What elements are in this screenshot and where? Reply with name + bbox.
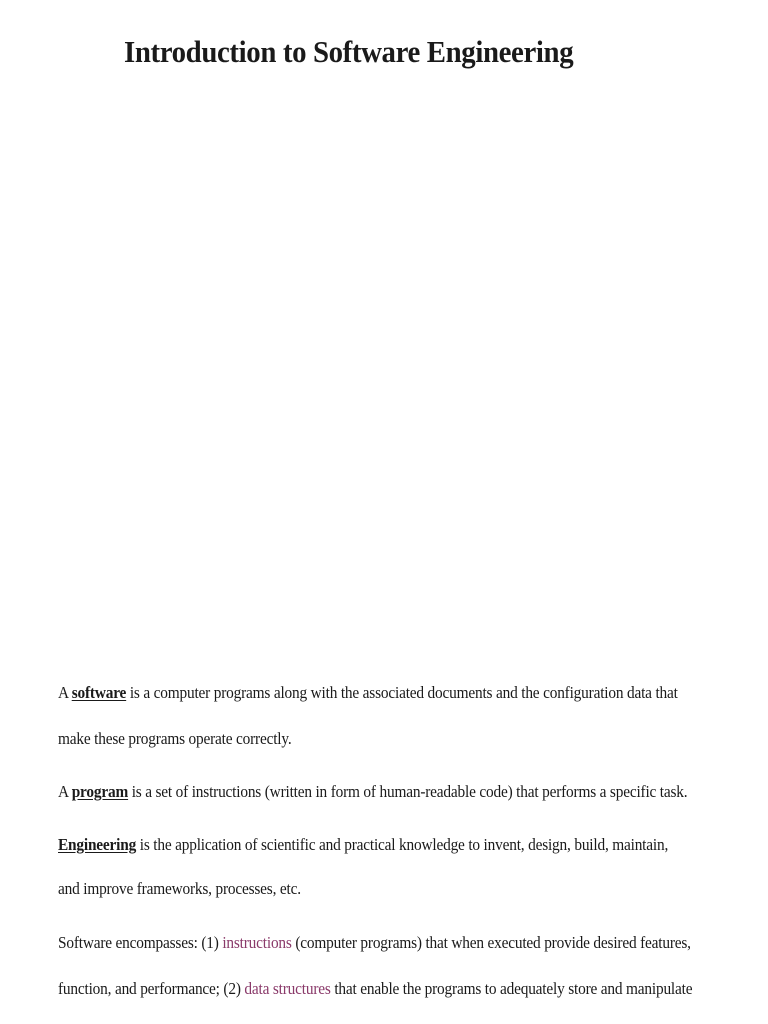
software-post: is a computer programs along with the associated documents and the configuration data that	[126, 683, 678, 702]
encompasses-line-1	[58, 933, 691, 953]
engineering-definition-line-1	[58, 835, 668, 855]
cropped-next-line	[58, 1017, 618, 1024]
engineering-post: is the application of scientific and practical knowledge to invent, design, build, maintain,	[136, 835, 669, 854]
software-term: software	[71, 683, 127, 702]
encompasses-line2-pre: function, and performance; (2)	[58, 979, 245, 998]
encompasses-line-2	[58, 979, 692, 999]
software-pre: A	[58, 683, 72, 702]
program-term: program	[71, 782, 129, 801]
cropped-text-fragment	[58, 1017, 579, 1024]
program-pre: A	[58, 782, 72, 801]
engineering-definition-line-2: and improve frameworks, processes, etc.	[58, 879, 301, 898]
encompasses-line2-post: that enable the programs to adequately store and manipulate	[330, 979, 693, 998]
program-definition	[58, 782, 687, 802]
software-definition-line-2: make these programs operate correctly.	[58, 729, 292, 748]
program-post: is a set of instructions (written in form of human-readable code) that performs a specific task.	[128, 782, 688, 801]
page-title: Introduction to Software Engineering	[124, 34, 574, 69]
encompasses-line1-pre: Software encompasses: (1)	[58, 933, 223, 952]
instructions-link[interactable]: instructions	[222, 933, 292, 952]
engineering-term: Engineering	[58, 835, 137, 854]
software-definition-line-1	[58, 683, 678, 703]
data-structures-link[interactable]: data structures	[244, 979, 331, 998]
encompasses-line1-post: (computer programs) that when executed provide desired features,	[291, 933, 691, 952]
